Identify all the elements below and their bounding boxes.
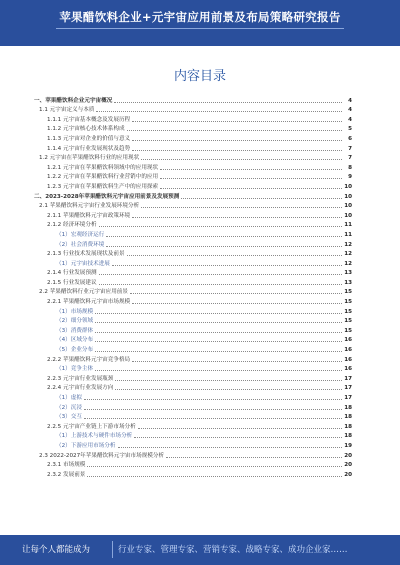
toc-entry[interactable] (34, 190, 352, 200)
toc-dot-leader (112, 265, 342, 266)
toc-entry[interactable] (34, 324, 352, 334)
toc-entry[interactable] (34, 104, 352, 114)
toc-entry-text: 2.1 苹果醋饮料元宇宙行业发展环境分析 (39, 203, 140, 210)
toc-entry-text: （1）竞争主体 (56, 366, 94, 373)
toc-entry[interactable] (34, 449, 352, 459)
toc-entry-text: 1.2.3 元宇宙在苹果醋饮料生产中的应用探索 (47, 183, 159, 190)
toc-page-number: 13 (344, 270, 352, 277)
toc-entry-text: 2.2.1 苹果醋饮料元宇宙市场规模 (47, 299, 131, 306)
header-rule (56, 28, 344, 29)
toc-entry[interactable] (34, 343, 352, 353)
toc-entry[interactable] (34, 353, 352, 363)
report-title: 苹果醋饮料企业+元宇宙应用前景及布局策略研究报告 (59, 10, 341, 24)
toc-entry-text: 1.1 元宇宙定义与本质 (39, 107, 95, 114)
toc-entry-text: 2.1.5 行业发展建议 (47, 279, 97, 286)
toc-entry-text: 一、苹果醋饮料企业元宇宙概况 (34, 97, 113, 104)
toc-page-number: 13 (344, 279, 352, 286)
toc-entry-text: 1.1.2 元宇宙核心技术体系构成 (47, 126, 125, 133)
toc-page-number: 18 (344, 423, 352, 430)
toc-entry[interactable] (34, 382, 352, 392)
toc-entry[interactable] (34, 209, 352, 219)
toc-entry-text: （3）交互 (56, 414, 82, 421)
toc-entry-text: （2）细分领域 (56, 318, 94, 325)
toc-page-number: 10 (344, 193, 352, 200)
toc-entry-text: （1）虚拟 (56, 395, 82, 401)
toc-entry-text: 1.2.2 元宇宙在苹果醋饮料行业营销中的应用 (47, 174, 159, 181)
toc-page-number: 18 (344, 414, 352, 421)
toc-page-number: 11 (344, 231, 352, 238)
toc-dot-leader (132, 217, 342, 218)
toc-dot-leader (132, 121, 342, 122)
toc-entry-text: （3）消费群体 (56, 327, 94, 334)
toc-entry[interactable] (34, 391, 352, 401)
toc-entry[interactable] (34, 161, 352, 171)
toc-entry[interactable] (34, 411, 352, 421)
toc-entry-text: （1）宏观经济运行 (56, 231, 105, 238)
toc-dot-leader (95, 351, 342, 352)
footer-slogan-left: 让每个人都能成为 (22, 545, 91, 555)
toc-dot-leader (160, 169, 342, 170)
toc-entry[interactable] (34, 267, 352, 277)
toc-entry[interactable] (34, 152, 352, 162)
toc-entry-text: （2）下游应用市场分析 (56, 442, 116, 449)
toc-entry[interactable] (34, 171, 352, 181)
toc-dot-leader (132, 303, 342, 304)
toc-dot-leader (99, 284, 342, 285)
toc-dot-leader (138, 428, 342, 429)
toc-entry-text: （5）企业分布 (56, 347, 94, 354)
toc-dot-leader (95, 332, 342, 333)
toc-page-number: 20 (344, 452, 352, 459)
toc-page-number: 7 (348, 155, 352, 162)
toc-page-number: 16 (344, 337, 352, 344)
toc-dot-leader (106, 246, 342, 247)
toc-heading: 内容目录 (173, 69, 226, 84)
toc-dot-leader (141, 159, 342, 160)
toc-entry-text: 2.2.4 元宇宙行业发展方向 (47, 385, 114, 392)
toc-dot-leader (141, 207, 342, 208)
toc-dot-leader (106, 236, 342, 237)
toc-page-number: 10 (344, 212, 352, 219)
page-header (0, 0, 400, 46)
toc-dot-leader (132, 140, 342, 141)
toc-page-number: 4 (348, 116, 352, 123)
toc-page-number: 12 (344, 241, 352, 248)
toc-entry-text: （1）市场规模 (56, 308, 94, 315)
toc-page-number: 10 (344, 183, 352, 190)
toc-entry[interactable] (34, 430, 352, 440)
toc-dot-leader (95, 370, 342, 371)
toc-page-number: 15 (344, 289, 352, 296)
toc-entry-text: 2.2.5 元宇宙产业链上下游市场分析 (47, 423, 136, 430)
toc-entry[interactable] (34, 468, 352, 478)
toc-dot-leader (95, 341, 342, 342)
toc-entry-text: 1.1.3 元宇宙对企业的价值与意义 (47, 135, 131, 142)
toc-page-number: 18 (344, 433, 352, 440)
toc-dot-leader (84, 399, 342, 400)
toc-entry[interactable] (34, 113, 352, 123)
toc-entry[interactable] (34, 219, 352, 229)
toc-dot-leader (160, 188, 342, 189)
toc-entry[interactable] (34, 420, 352, 430)
toc-entry[interactable] (34, 132, 352, 142)
toc-entry-text: 1.2 元宇宙在苹果醋饮料行业的应用现状 (39, 155, 140, 162)
toc-entry[interactable] (34, 180, 352, 190)
toc-page-number: 15 (344, 299, 352, 306)
toc-dot-leader (99, 226, 342, 227)
table-of-contents (34, 94, 352, 478)
toc-dot-leader (132, 150, 342, 151)
toc-page-number: 4 (348, 107, 352, 114)
toc-dot-leader (95, 313, 342, 314)
toc-entry[interactable] (34, 200, 352, 210)
toc-dot-leader (99, 274, 342, 275)
toc-dot-leader (87, 476, 342, 477)
toc-page-number: 20 (344, 471, 352, 478)
toc-dot-leader (115, 380, 342, 381)
toc-dot-leader (114, 102, 342, 103)
toc-page-number: 12 (344, 260, 352, 267)
toc-entry-text: 2.3 2022-2027年苹果醋饮料元宇宙市场规模分析 (39, 452, 165, 459)
toc-entry[interactable] (34, 94, 352, 104)
toc-entry[interactable] (34, 401, 352, 411)
toc-page-number: 6 (348, 135, 352, 142)
toc-dot-leader (127, 130, 342, 131)
toc-entry-text: 2.1.3 行业技术发展现状及前景 (47, 251, 125, 258)
toc-page-number: 17 (344, 375, 352, 382)
toc-page-number: 17 (344, 395, 352, 401)
toc-entry[interactable] (34, 248, 352, 258)
toc-entry[interactable] (34, 286, 352, 296)
toc-dot-leader (84, 409, 342, 410)
toc-entry[interactable] (34, 439, 352, 449)
toc-page-number: 19 (344, 442, 352, 449)
toc-entry[interactable] (34, 372, 352, 382)
toc-page-number: 10 (344, 203, 352, 210)
toc-entry[interactable] (34, 228, 352, 238)
toc-page-number: 15 (344, 318, 352, 325)
toc-entry-text: 2.2.2 苹果醋饮料元宇宙竞争格局 (47, 356, 131, 363)
toc-entry[interactable] (34, 276, 352, 286)
toc-page-number: 16 (344, 356, 352, 363)
toc-entry-text: （2）沉浸 (56, 404, 82, 411)
footer-slogan-right: 行业专家、管理专家、营销专家、战略专家、成功企业家…… (118, 545, 348, 555)
toc-entry[interactable] (34, 123, 352, 133)
toc-dot-leader (95, 322, 342, 323)
toc-entry-text: 1.2.1 元宇宙在苹果醋饮料领域中的应用现状 (47, 164, 159, 171)
toc-entry[interactable] (34, 257, 352, 267)
toc-dot-leader (134, 437, 342, 438)
toc-entry-text: （4）区域分布 (56, 337, 94, 344)
toc-page-number: 18 (344, 404, 352, 411)
toc-dot-leader (160, 178, 342, 179)
toc-entry-text: 2.1.1 苹果醋饮料元宇宙政策环境 (47, 212, 131, 219)
toc-entry[interactable] (34, 238, 352, 248)
page-footer (0, 535, 400, 565)
toc-entry[interactable] (34, 142, 352, 152)
toc-page-number: 15 (344, 327, 352, 334)
toc-entry-text: （1）元宇宙技术进展 (56, 260, 110, 267)
toc-entry-text: 2.1.2 经济环境分析 (47, 222, 97, 229)
toc-dot-leader (87, 466, 342, 467)
toc-page-number: 9 (348, 174, 352, 181)
toc-dot-leader (181, 198, 342, 199)
toc-page-number: 20 (344, 462, 352, 469)
toc-dot-leader (127, 255, 342, 256)
toc-dot-leader (118, 447, 343, 448)
toc-dot-leader (166, 457, 342, 458)
toc-entry[interactable] (34, 459, 352, 469)
footer-divider (112, 541, 113, 558)
toc-page-number: 16 (344, 366, 352, 373)
toc-page-number: 17 (344, 385, 352, 392)
toc-page-number: 5 (348, 126, 352, 133)
toc-page-number: 7 (348, 145, 352, 152)
toc-page-number: 4 (348, 97, 352, 104)
toc-entry[interactable] (34, 315, 352, 325)
toc-page-number: 12 (344, 251, 352, 258)
toc-dot-leader (115, 389, 342, 390)
toc-entry-text: 2.2.3 元宇宙行业发展瓶颈 (47, 375, 114, 382)
toc-entry-text: 1.1.1 元宇宙基本概念及发展历程 (47, 116, 131, 123)
toc-entry[interactable] (34, 334, 352, 344)
toc-entry-text: （2）社会消费环境 (56, 241, 105, 248)
toc-entry-text: 2.1.4 行业发展预测 (47, 270, 97, 277)
toc-entry-text: 2.2 苹果醋饮料行业元宇宙应用前景 (39, 289, 128, 296)
toc-dot-leader (130, 293, 342, 294)
toc-entry-text: 2.3.2 发展前景 (47, 471, 86, 478)
toc-page-number: 16 (344, 347, 352, 354)
toc-entry-text: 2.3.1 市场规模 (47, 462, 86, 469)
toc-dot-leader (84, 418, 342, 419)
toc-dot-leader (132, 361, 342, 362)
toc-entry[interactable] (34, 305, 352, 315)
toc-entry-text: （1）上游技术与硬件市场分析 (56, 433, 133, 440)
toc-page-number: 15 (344, 308, 352, 315)
toc-entry-text: 二、2023-2028年苹果醋饮料元宇宙应用前景及发展预测 (34, 193, 180, 200)
toc-entry[interactable] (34, 363, 352, 373)
toc-page-number: 8 (348, 164, 352, 171)
toc-dot-leader (96, 111, 342, 112)
toc-entry-text: 1.1.4 元宇宙行业发展现状及趋势 (47, 145, 131, 152)
toc-page-number: 11 (344, 222, 352, 229)
toc-entry[interactable] (34, 295, 352, 305)
